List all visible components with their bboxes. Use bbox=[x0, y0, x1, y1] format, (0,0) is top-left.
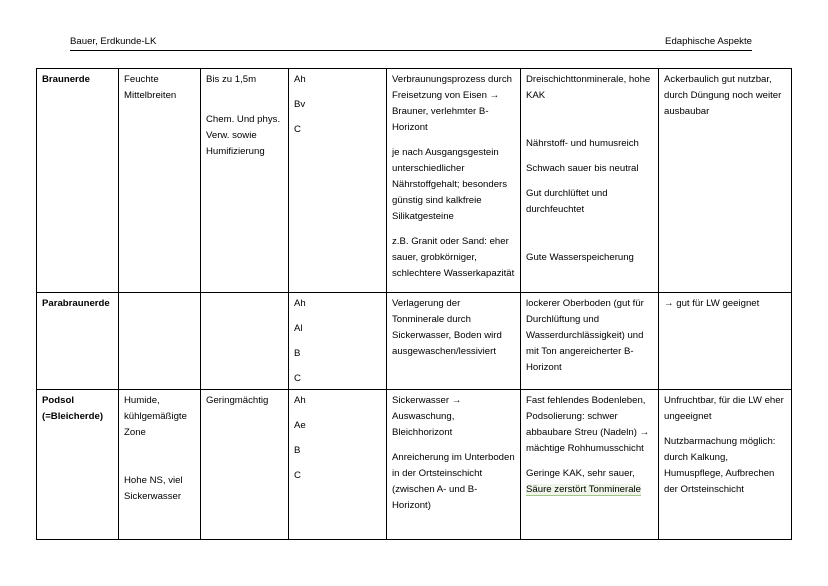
depth-text: Bis zu 1,5m bbox=[206, 74, 257, 85]
horizon: Ae bbox=[294, 420, 306, 431]
soil-name: Parabraunerde bbox=[37, 293, 119, 390]
climate-text: Hohe NS, viel Sickerwasser bbox=[124, 475, 183, 502]
horizons-cell bbox=[289, 69, 387, 293]
horizons-cell bbox=[289, 390, 387, 540]
process-text: Verbraunungsprozess durch Freisetzung von Eisen → Brauner, verlehmter B-Horizont bbox=[392, 74, 512, 133]
horizon: Ah bbox=[294, 298, 306, 309]
properties-cell bbox=[521, 390, 659, 540]
climate-text: Humide, kühlgemäßigte Zone bbox=[124, 395, 187, 438]
horizons-cell bbox=[289, 293, 387, 390]
depth-cell: Geringmächtig bbox=[201, 390, 289, 540]
process-cell: Verlagerung der Tonminerale durch Sickerwasser, Boden wird ausgewaschen/lessiviert bbox=[387, 293, 521, 390]
property-text-plain: Geringe KAK, sehr sauer, bbox=[526, 468, 635, 479]
use-cell: → gut für LW geeignet bbox=[659, 293, 792, 390]
table-row bbox=[37, 69, 792, 293]
horizon: Bv bbox=[294, 99, 306, 110]
property-text: Schwach sauer bis neutral bbox=[526, 163, 639, 174]
use-cell: Ackerbaulich gut nutzbar, durch Düngung noch weiter ausbaubar bbox=[659, 69, 792, 293]
process-text: Anreicherung im Unterboden in der Ortsteinschicht (zwischen A- und B- Horizont) bbox=[392, 452, 515, 511]
horizon: B bbox=[294, 348, 301, 359]
header-author: Bauer, Erdkunde-LK bbox=[70, 36, 157, 47]
depth-cell bbox=[201, 293, 289, 390]
header-topic: Edaphische Aspekte bbox=[665, 36, 752, 47]
horizon: Ah bbox=[294, 395, 306, 406]
process-cell bbox=[387, 69, 521, 293]
soil-name: Braunerde bbox=[37, 69, 119, 293]
horizon: B bbox=[294, 445, 301, 456]
process-text: Sickerwasser → Auswaschung, Bleichhorizont bbox=[392, 395, 462, 438]
process-text: z.B. Granit oder Sand: eher sauer, grobkörniger, schlechtere Wasserkapazität bbox=[392, 236, 515, 279]
horizon: C bbox=[294, 470, 301, 481]
weathering-text: Chem. Und phys. Verw. sowie Humifizierung bbox=[206, 114, 281, 157]
property-text: Fast fehlendes Bodenleben, Podsolierung: schwer abbaubare Streu (Nadeln) → mächtige Rohhumusschicht bbox=[526, 395, 650, 454]
soil-name: Podsol (=Bleicherde) bbox=[37, 390, 119, 540]
horizon: Al bbox=[294, 323, 303, 334]
property-text: Dreischichttonminerale, hohe KAK bbox=[526, 74, 651, 101]
table-row bbox=[37, 390, 792, 540]
climate-cell bbox=[119, 293, 201, 390]
property-text: Gute Wasserspeicherung bbox=[526, 252, 634, 263]
properties-cell bbox=[521, 69, 659, 293]
page-header bbox=[70, 36, 752, 51]
horizon: C bbox=[294, 373, 301, 384]
climate-cell: Feuchte Mittelbreiten bbox=[119, 69, 201, 293]
use-text: Unfruchtbar, für die LW eher ungeeignet bbox=[664, 395, 784, 422]
property-text: Gut durchlüftet und durchfeuchtet bbox=[526, 188, 608, 215]
properties-cell: lockerer Oberboden (gut für Durchlüftung und Wasserdurchlässigkeit) und mit Ton angereicherter B-Horizont bbox=[521, 293, 659, 390]
table-row bbox=[37, 293, 792, 390]
process-text: je nach Ausgangsgestein unterschiedlicher Nährstoffgehalt; besonders günstig sind kalkfreie Silikatgesteine bbox=[392, 147, 508, 222]
climate-cell bbox=[119, 390, 201, 540]
soil-table bbox=[36, 68, 792, 540]
use-cell bbox=[659, 390, 792, 540]
depth-cell bbox=[201, 69, 289, 293]
property-text bbox=[526, 466, 653, 498]
highlighted-text: Säure zerstört Tonminerale bbox=[526, 484, 642, 495]
horizon: Ah bbox=[294, 74, 306, 85]
process-cell bbox=[387, 390, 521, 540]
horizon: C bbox=[294, 124, 301, 135]
property-text: Nährstoff- und humusreich bbox=[526, 138, 639, 149]
use-text: Nutzbarmachung möglich: durch Kalkung, Humuspflege, Aufbrechen der Ortsteinschicht bbox=[664, 436, 776, 495]
